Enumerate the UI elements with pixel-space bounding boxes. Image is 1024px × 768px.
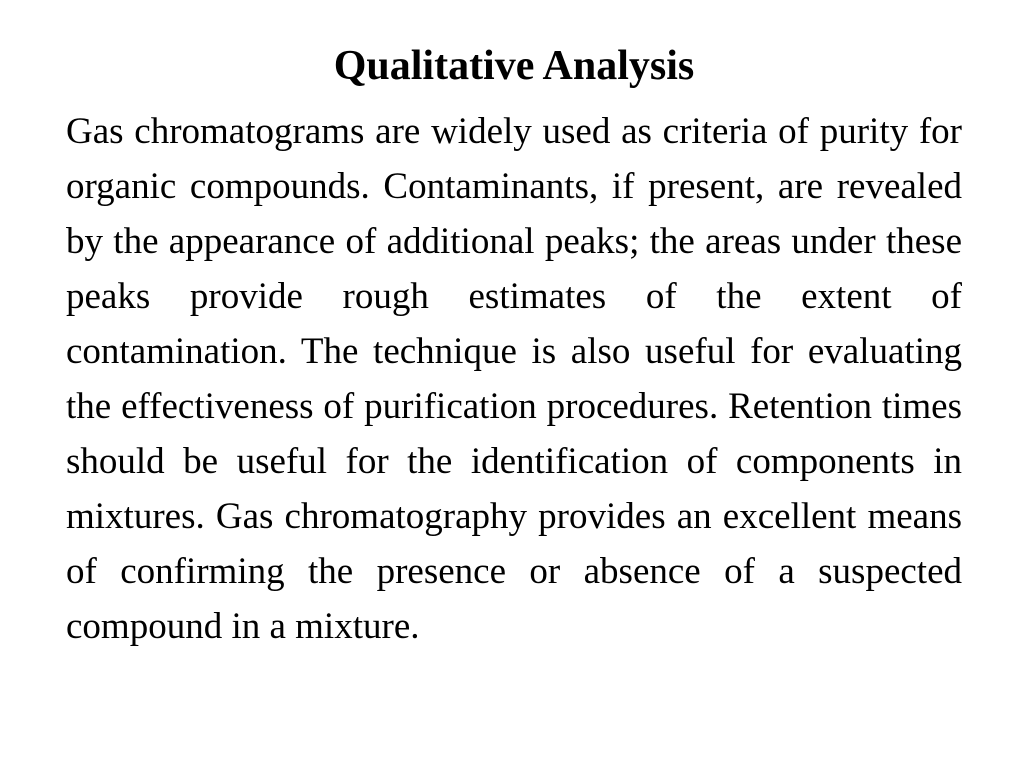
slide-body-paragraph: Gas chromatograms are widely used as criteria of purity for organic compounds. Contaminants, if present, are revealed by the appearance of additional peaks; the areas under these peaks provide rough estimates of the extent of contamination. The technique is also useful for evaluating the effectiveness of purification procedures. Retention times should be useful for the identification of components in mixtures. Gas chromatography provides an excellent means of confirming the presence or absence of a suspected compound in a mixture. (66, 111, 962, 647)
slide-title: Qualitative Analysis (333, 43, 695, 89)
